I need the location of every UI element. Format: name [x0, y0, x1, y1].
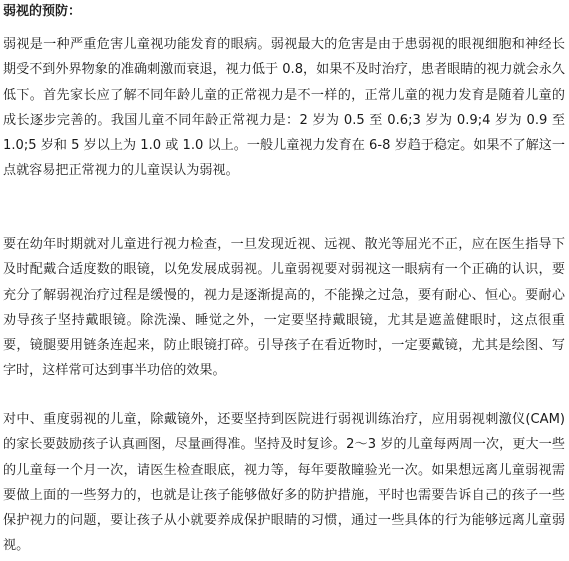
paragraph-early-vision-check: 要在幼年时期就对儿童进行视力检查，一旦发现近视、远视、散光等屈光不正，应在医生指导下及时配戴合适度数的眼镜，以免发展成弱视。儿童弱视要对弱视这一眼病有一个正确的认识，要充分了解弱视治疗过程是缓慢的，视力是逐渐提高的，不能操之过急，要有耐心、恒心。要耐心劝导孩子坚持戴眼镜。除洗澡、睡觉之外，一定要坚持戴眼镜，尤其是遮盖健眼时，这点很重要，镜腿要用链条连起来，防止眼镜打碎。引导孩子在看近物时，一定要戴镜，尤其是绘图、写字时，这样常可达到事半功倍的效果。	[3, 237, 565, 379]
paragraph-treatment-followup: 对中、重度弱视的儿童，除戴镜外，还要坚持到医院进行弱视训练治疗，应用弱视刺激仪(CAM)的家长要鼓励孩子认真画图，尽量画得准。坚持及时复诊。2～3 岁的儿童每两周一次，更大一些的儿童每一个月一次，请医生检查眼底，视力等，每年要散瞳验光一次。如果想远离儿童弱视需要做上面的一些努力的，也就是让孩子能够做好多的防护措施，平时也需要告诉自己的孩子一些保护视力的问题，要让孩子从小就要养成保护眼睛的习惯，通过一些具体的行为能够远离儿童弱视。	[3, 412, 565, 554]
paragraph-amblyopia-definition: 弱视是一种严重危害儿童视功能发育的眼病。弱视最大的危害是由于患弱视的眼视细胞和神经长期受不到外界物象的准确刺激而衰退，视力低于 0.8，如果不及时治疗，患者眼睛的视力就会永久低下。首先家长应了解不同年龄儿童的正常视力是不一样的，正常儿童的视力发育是随着儿童的成长逐步完善的。我国儿童不同年龄正常视力是：2 岁为 0.5 至 0.6;3 岁为 0.9;4 岁为 0.9 至 1.0;5 岁和 5 岁以上为 1.0 或 1.0 以上。一般儿童视力发育在 6-8 岁趋于稳定。如果不了解这一点就容易把正常视力的儿童误认为弱视。	[3, 37, 565, 179]
article-title: 弱视的预防：	[3, 4, 82, 19]
